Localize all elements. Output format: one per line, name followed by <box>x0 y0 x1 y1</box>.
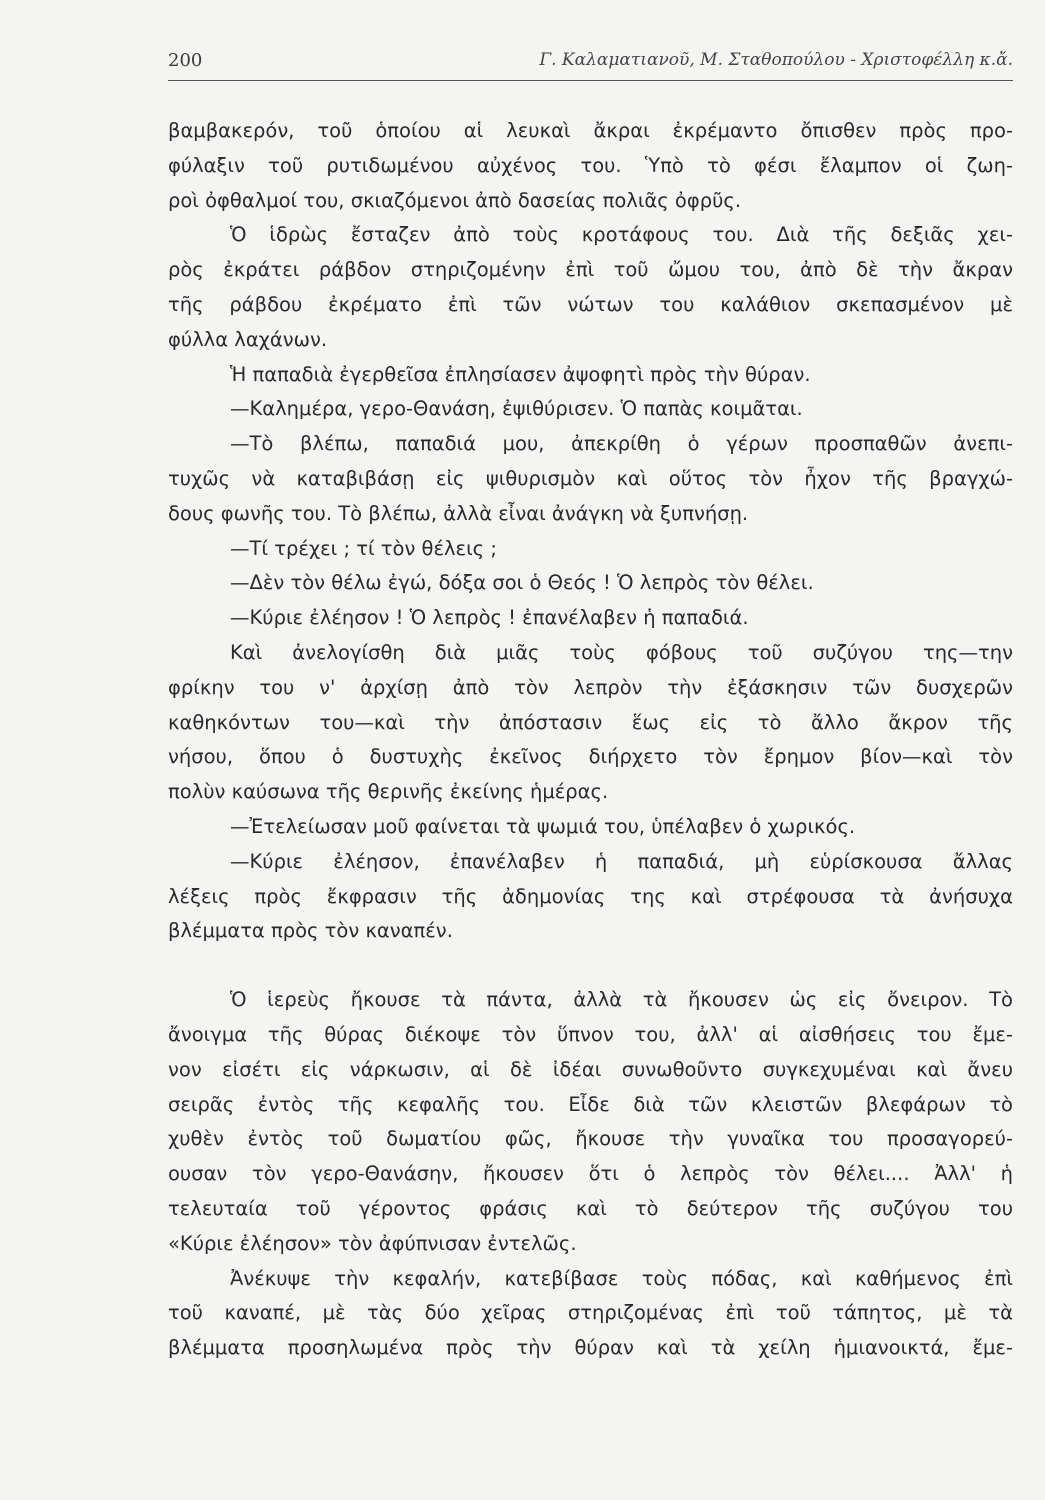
text-line: δους φωνῆς του. Τὸ βλέπω, ἀλλὰ εἶναι ἀνάγκη νὰ ξυπνήσῃ. <box>168 501 749 525</box>
text-line: ουσαν τὸν γερο-Θανάσην, ἤκουσεν ὅτι ὁ λεπρὸς τὸν θέλει.... Ἀλλ' ἡ <box>168 1162 1013 1186</box>
text-line: —Τὸ βλέπω, παπαδιά μου, ἀπεκρίθη ὁ γέρων προσπαθῶν ἀνεπι- <box>230 432 1013 456</box>
text-line: Ἡ παπαδιὰ ἐγερθεῖσα ἐπλησίασεν ἀψοφητὶ πρὸς τὴν θύραν. <box>230 362 811 386</box>
text-line: τελευταία τοῦ γέροντος φράσις καὶ τὸ δεύτερον τῆς συζύγου του <box>168 1196 1013 1220</box>
text-line: βαμβακερόν, τοῦ ὁποίου αἱ λευκαὶ ἄκραι ἐκρέμαντο ὄπισθεν πρὸς προ- <box>168 119 1013 142</box>
text-line: τυχῶς νὰ καταβιβάσῃ εἰς ψιθυρισμὸν καὶ οὕτος τὸν ἦχον τῆς βραγχώ- <box>168 466 1013 490</box>
text-line: πολὺν καύσωνα τῆς θερινῆς ἐκείνης ἡμέρας. <box>168 780 609 804</box>
text-line: βλέμματα πρὸς τὸν καναπέν. <box>168 919 453 943</box>
text-line: καθηκόντων του—καὶ τὴν ἀπόστασιν ἕως εἰς τὸ ἄλλο ἄκρον τῆς <box>168 710 1013 734</box>
paragraph-gap <box>168 949 1013 983</box>
text-line: φύλλα λαχάνων. <box>168 327 328 351</box>
text-line: Ὁ ἱδρὼς ἔσταζεν ἀπὸ τοὺς κροτάφους του. Διὰ τῆς δεξιᾶς χει- <box>230 223 1013 247</box>
text-line: —Ἐτελείωσαν μοῦ φαίνεται τὰ ψωμιά του, ὑπέλαβεν ὁ χωρικός. <box>230 814 856 838</box>
text-line: —Κύριε ἐλέησον, ἐπανέλαβεν ἡ παπαδιά, μὴ εὑρίσκουσα ἄλλας <box>230 849 1013 873</box>
text-line: —Καλημέρα, γερο-Θανάση, ἐψιθύρισεν. Ὁ παπὰς κοιμᾶται. <box>230 397 803 421</box>
text-line: χυθὲν ἐντὸς τοῦ δωματίου φῶς, ἤκουσε τὴν γυναῖκα του προσαγορεύ- <box>168 1127 1013 1151</box>
text-line: φρίκην του ν' ἀρχίσῃ ἀπὸ τὸν λεπρὸν τὴν ἐξάσκησιν τῶν δυσχερῶν <box>168 675 1013 699</box>
text-line: «Κύριε ἐλέησον» τὸν ἀφύπνισαν ἐντελῶς. <box>168 1231 577 1255</box>
text-line: τοῦ καναπέ, μὲ τὰς δύο χεῖρας στηριζομένας ἐπὶ τοῦ τάπητος, μὲ τὰ <box>168 1301 1013 1325</box>
text-line: ροὶ ὀφθαλμοί του, σκιαζόμενοι ἀπὸ δασείας πολιᾶς ὀφρῦς. <box>168 188 742 212</box>
text-line: Καὶ ἀνελογίσθη διὰ μιᾶς τοὺς φόβους τοῦ συζύγου της—την <box>230 640 1013 664</box>
header-rule <box>168 80 1013 81</box>
text-line: —Κύριε ἐλέησον ! Ὁ λεπρὸς ! ἐπανέλαβεν ἡ παπαδιά. <box>230 606 749 630</box>
text-line: λέξεις πρὸς ἔκφρασιν τῆς ἀδημονίας της καὶ στρέφουσα τὰ ἀνήσυχα <box>168 884 1013 908</box>
text-line: ρὸς ἐκράτει ράβδον στηριζομένην ἐπὶ τοῦ ὤμου του, ἀπὸ δὲ τὴν ἄκραν <box>168 258 1013 282</box>
text-line: τῆς ράβδου ἐκρέματο ἐπὶ τῶν νώτων του καλάθιον σκεπασμένον μὲ <box>168 292 1013 316</box>
text-line: ἄνοιγμα τῆς θύρας διέκοψε τὸν ὕπνον του, ἀλλ' αἱ αἰσθήσεις του ἔμε- <box>168 1022 1013 1046</box>
text-line: —Δὲν τὸν θέλω ἐγώ, δόξα σοι ὁ Θεός ! Ὁ λεπρὸς τὸν θέλει. <box>230 571 814 595</box>
text-line: Ἀνέκυψε τὴν κεφαλήν, κατεβίβασε τοὺς πόδας, καὶ καθήμενος ἐπὶ <box>230 1266 1013 1290</box>
page-header <box>168 50 1013 76</box>
text-line: φύλαξιν τοῦ ρυτιδωμένου αὐχένος του. Ὑπὸ τὸ φέσι ἔλαμπον οἱ ζωη- <box>168 153 1013 177</box>
page-number: 200 <box>168 50 203 71</box>
text-line: νον εἰσέτι εἰς νάρκωσιν, αἱ δὲ ἰδέαι συνωθοῦντο συγκεχυμέναι καὶ ἄνευ <box>168 1057 1013 1081</box>
text-line: σειρᾶς ἐντὸς τῆς κεφαλῆς του. Εἶδε διὰ τῶν κλειστῶν βλεφάρων τὸ <box>168 1092 1013 1116</box>
text-line: νήσου, ὅπου ὁ δυστυχὴς ἐκεῖνος διήρχετο τὸν ἔρημον βίον—καὶ τὸν <box>168 745 1013 769</box>
text-line: Ὁ ἱερεὺς ἤκουσε τὰ πάντα, ἀλλὰ τὰ ἤκουσεν ὡς εἰς ὄνειρον. Τὸ <box>230 988 1013 1012</box>
text-line: βλέμματα προσηλωμένα πρὸς τὴν θύραν καὶ τὰ χείλη ἡμιανοικτά, ἔμε- <box>168 1336 1013 1360</box>
body-text <box>168 114 1013 1366</box>
text-line: —Τί τρέχει ; τί τὸν θέλεις ; <box>230 536 497 560</box>
running-head: Γ. Καλαματιανοῦ, Μ. Σταθοπούλου - Χριστοφέλλη κ.ἄ. <box>539 50 1013 70</box>
